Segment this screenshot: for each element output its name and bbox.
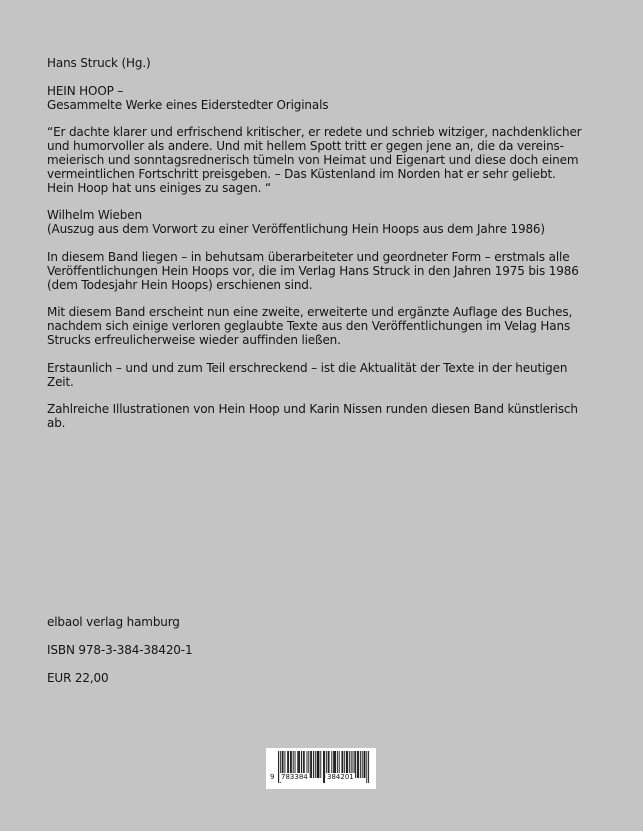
foreword-quote: “Er dachte klarer und erfrischend kritischer, er redete und schrieb witziger, nachdenklicher und humorvoller als andere. Und mit hellem Spott tritt er gegen jene an, die da vereins- meierisch und sonntagsrednerisch tümeln von Heimat und Eigenart und diese doch einem vermeintlichen Fortschritt preisgeben. – Das Küstenland im Norden hat er sehr geliebt. Hein Hoop hat uns einiges zu sagen. “: [47, 125, 582, 195]
barcode-digits: [266, 773, 376, 783]
publisher-name: elbaol verlag hamburg: [47, 615, 180, 629]
book-title-line-2: Gesammelte Werke eines Eiderstedter Originals: [47, 97, 329, 112]
barcode-right-group: 384201: [327, 773, 354, 781]
editor-line: Hans Struck (Hg.): [47, 56, 151, 70]
isbn-barcode: [266, 748, 376, 789]
description-paragraph-2: Mit diesem Band erscheint nun eine zweite, erweiterte und ergänzte Auflage des Buches, nachdem sich einige verloren geglaubte Texte aus den Veröffentlichungen im Velag Hans Strucks erfreulicherweise wieder auffinden ließen.: [47, 305, 573, 347]
barcode-first-digit: 9: [270, 773, 275, 781]
publication-info: [47, 615, 192, 685]
book-title-line-1: HEIN HOOP –: [47, 83, 124, 98]
isbn-number: ISBN 978-3-384-38420-1: [47, 643, 193, 657]
back-cover-text: [47, 57, 607, 431]
description-paragraph-4: Zahlreiche Illustrationen von Hein Hoop und Karin Nissen runden diesen Band künstlerisch ab.: [47, 402, 578, 431]
barcode-left-group: 783384: [281, 773, 308, 781]
quote-attribution-name: Wilhelm Wieben: [47, 208, 142, 223]
description-paragraph-1: In diesem Band liegen – in behutsam überarbeiteter und geordneter Form – erstmals alle Veröffentlichungen Hein Hoops vor, die im Verlag Hans Struck in den Jahren 1975 bis 1986 (dem Todesjahr Hein Hoops) erschienen sind.: [47, 249, 579, 292]
price: EUR 22,00: [47, 671, 109, 685]
quote-attribution-source: (Auszug aus dem Vorwort zu einer Veröffentlichung Hein Hoops aus dem Jahre 1986): [47, 222, 545, 237]
description-paragraph-3: Erstaunlich – und und zum Teil erschreckend – ist die Aktualität der Texte in der heutigen Zeit.: [47, 360, 568, 389]
